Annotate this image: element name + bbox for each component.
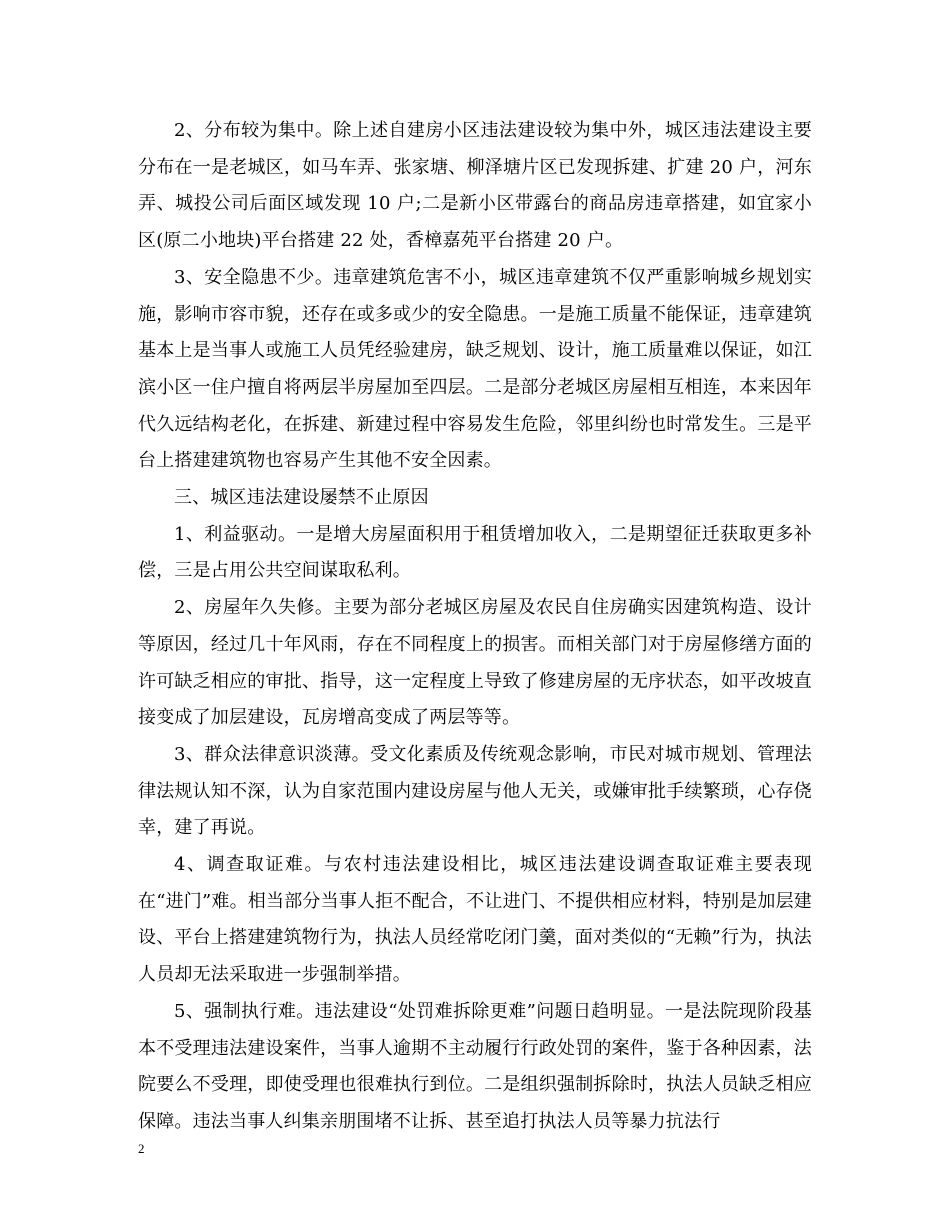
paragraph-legal-awareness: 3、群众法律意识淡薄。受文化素质及传统观念影响，市民对城市规划、管理法律法规认知不深，认为自家范围内建设房屋与他人无关，或嫌审批手续繁琐，心存侥幸，建了再说。 xyxy=(138,743,812,839)
paragraph-safety-hazards: 3、安全隐患不少。违章建筑危害不小，城区违章建筑不仅严重影响城乡规划实施，影响市容市貌，还存在或多或少的安全隐患。一是施工质量不能保证，违章建筑基本上是当事人或施工人员凭经验建房，缺乏规划、设计，施工质量难以保证，如江滨小区一住户擅自将两层半房屋加至四层。二是部分老城区房屋相互相连，本来因年代久远结构老化，在拆建、新建过程中容易发生危险，邻里纠纷也时常发生。三是平台上搭建建筑物也容易产生其他不安全因素。 xyxy=(138,266,812,472)
paragraph-evidence-difficulty: 4、调查取证难。与农村违法建设相比，城区违法建设调查取证难主要表现在“进门”难。相当部分当事人拒不配合，不让进门、不提供相应材料，特别是加层建设、平台上搭建建筑物行为，执法人员经常吃闭门羹，面对类似的“无赖”行为，执法人员却无法采取进一步强制举措。 xyxy=(138,854,813,986)
section-heading-causes: 三、城区违法建设屡禁不止原因 xyxy=(174,487,429,509)
paragraph-enforcement-difficulty: 5、强制执行难。违法建设“处罚难拆除更难”问题日趋明显。一是法院现阶段基本不受理违法建设案件，当事人逾期不主动履行行政处罚的案件，鉴于各种因素，法院要么不受理，即使受理也很难执行到位。二是组织强制拆除时，执法人员缺乏相应保障。违法当事人纠集亲朋围堵不让拆、甚至追打执法人员等暴力抗法行 xyxy=(138,1000,812,1132)
document-body xyxy=(138,113,812,1141)
paragraph-distribution-concentrated: 2、分布较为集中。除上述自建房小区违法建设较为集中外，城区违法建设主要分布在一是老城区，如马车弄、张家塘、柳泽塘片区已发现拆建、扩建 20 户，河东弄、城投公司后面区域发现 10 户;二是新小区带露台的商品房违章搭建，如宜家小区(原二小地块)平台搭建 22 处，香樟嘉苑平台搭建 20 户。 xyxy=(138,120,812,252)
paragraph-profit-driven: 1、利益驱动。一是增大房屋面积用于租赁增加收入，二是期望征迁获取更多补偿，三是占用公共空间谋取私利。 xyxy=(138,523,812,582)
page-number: 2 xyxy=(138,1141,145,1156)
paragraph-disrepair: 2、房屋年久失修。主要为部分老城区房屋及农民自住房确实因建筑构造、设计等原因，经过几十年风雨，存在不同程度上的损害。而相关部门对于房屋修缮方面的许可缺乏相应的审批、指导，这一定程度上导致了修建房屋的无序状态，如平改坡直接变成了加层建设，瓦房增高变成了两层等等。 xyxy=(138,597,812,729)
